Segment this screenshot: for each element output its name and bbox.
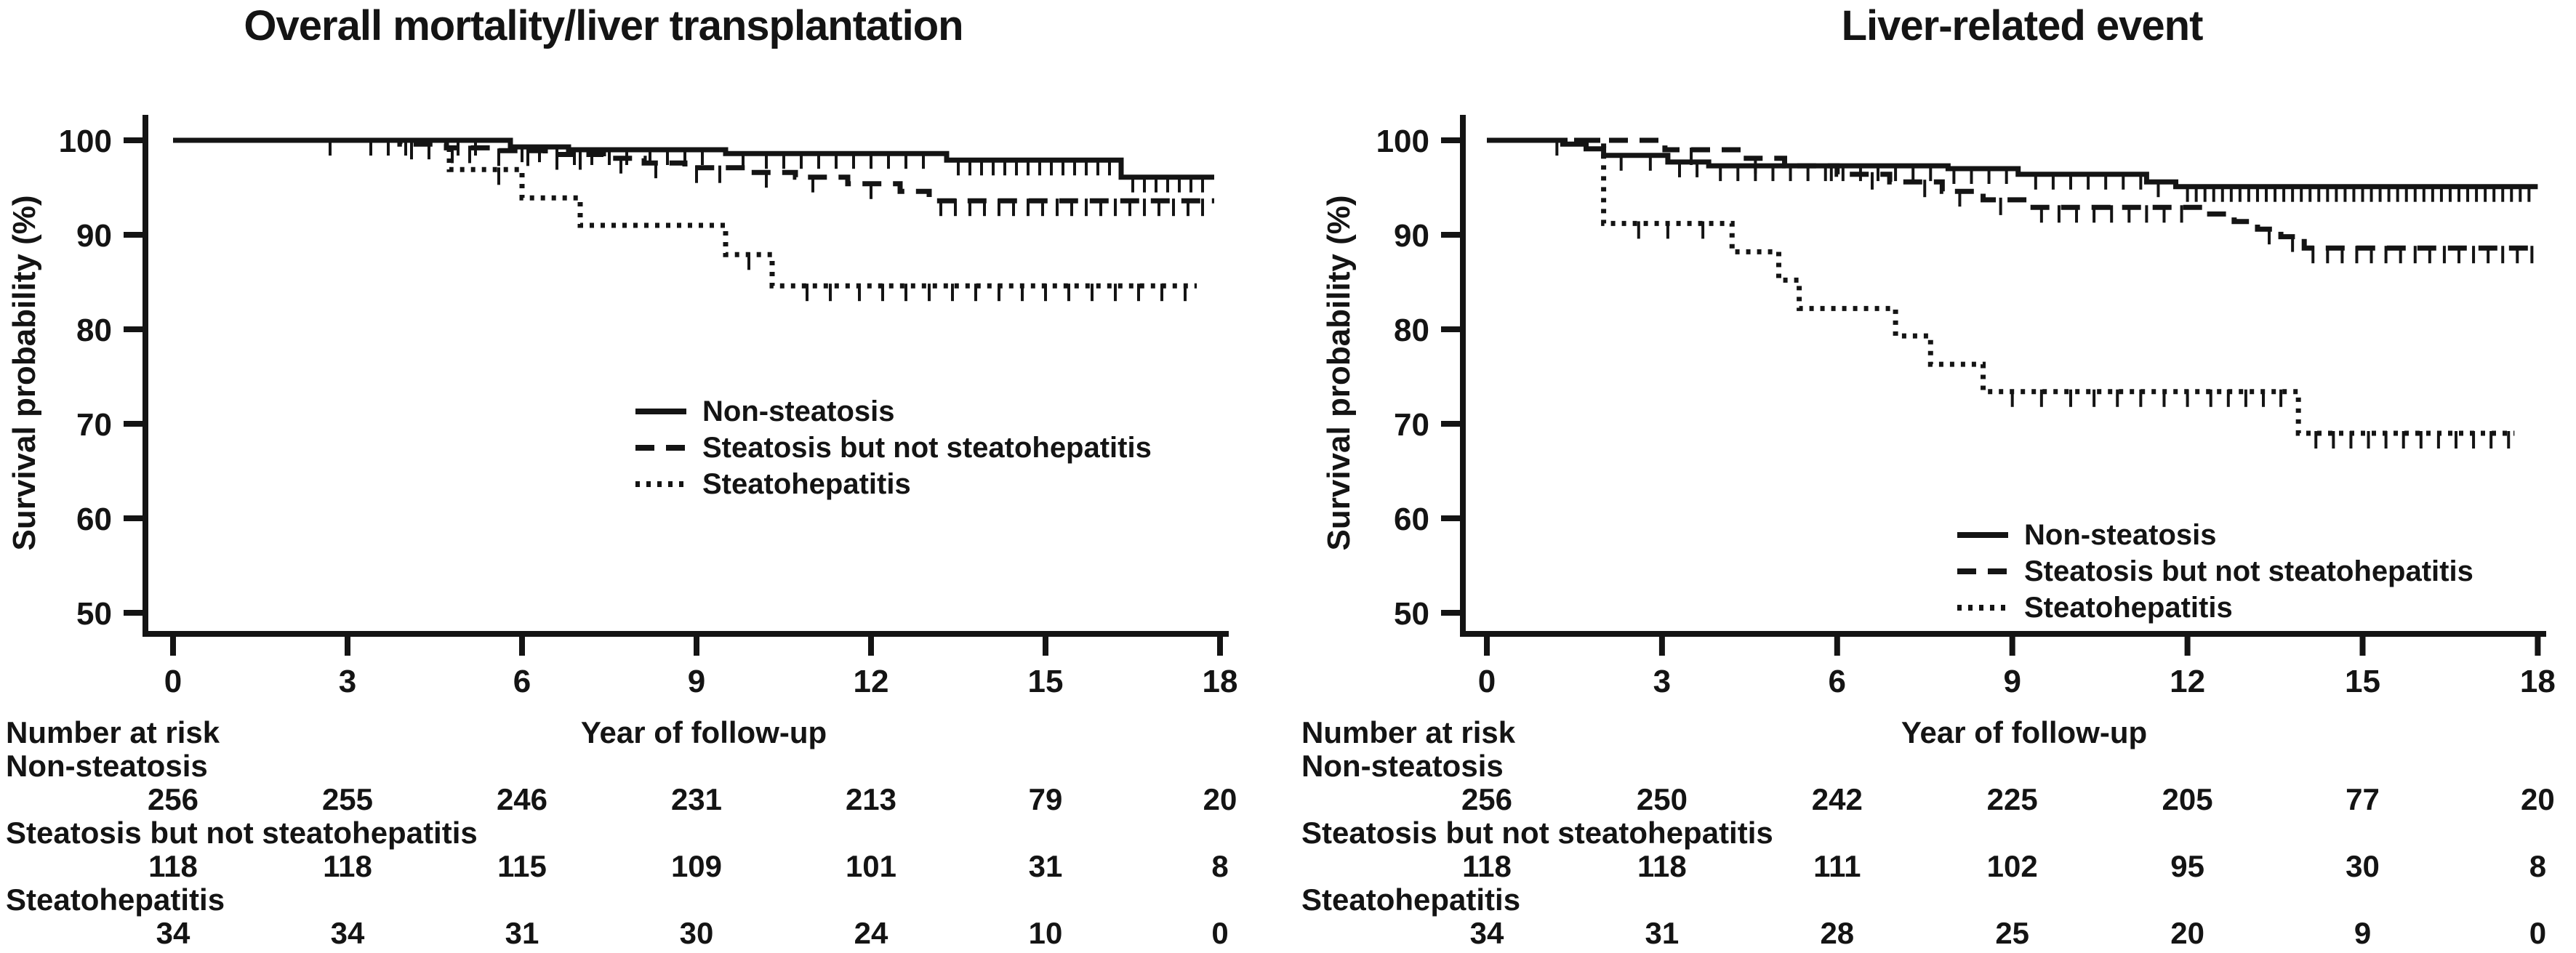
y-tick-label: 90 bbox=[76, 218, 112, 254]
legend-item bbox=[634, 433, 1152, 462]
series-solid-curve bbox=[1487, 140, 2537, 187]
legend-label: Steatohepatitis bbox=[2024, 591, 2233, 624]
axis-lines bbox=[145, 115, 1229, 634]
risk-count: 111 bbox=[1813, 849, 1861, 883]
legend bbox=[1956, 520, 2473, 622]
legend-label: Steatohepatitis bbox=[702, 467, 911, 500]
dashed-line-icon bbox=[634, 443, 688, 453]
y-tick-label: 100 bbox=[58, 124, 112, 159]
y-tick-label: 100 bbox=[1376, 124, 1429, 159]
risk-count: 31 bbox=[1028, 849, 1063, 883]
risk-count: 0 bbox=[1211, 916, 1229, 950]
risk-row-label: Non-steatosis bbox=[1301, 749, 1504, 783]
legend-label: Non-steatosis bbox=[702, 395, 895, 427]
risk-count: 28 bbox=[1820, 916, 1855, 950]
panel-title: Overall mortality/liver transplantation bbox=[244, 2, 963, 49]
risk-count: 8 bbox=[1211, 849, 1229, 883]
risk-count: 31 bbox=[1645, 916, 1680, 950]
risk-count: 213 bbox=[845, 782, 897, 816]
x-tick-label: 18 bbox=[1202, 664, 1238, 699]
risk-table-header: Number at risk bbox=[1301, 715, 1516, 749]
risk-count: 101 bbox=[845, 849, 897, 883]
x-tick-label: 15 bbox=[2345, 664, 2380, 699]
risk-count: 24 bbox=[854, 916, 888, 950]
x-tick-label: 6 bbox=[513, 664, 531, 699]
risk-count: 118 bbox=[148, 849, 198, 883]
dotted-line-icon bbox=[634, 479, 688, 489]
risk-count: 10 bbox=[1028, 916, 1063, 950]
risk-row-label: Steatohepatitis bbox=[1301, 882, 1521, 917]
risk-count: 8 bbox=[2529, 849, 2547, 883]
legend-label: Non-steatosis bbox=[2024, 518, 2217, 551]
y-tick-label: 90 bbox=[1394, 218, 1429, 254]
risk-count: 34 bbox=[1469, 916, 1504, 950]
solid-line-icon bbox=[634, 406, 688, 417]
x-tick-label: 3 bbox=[1653, 664, 1672, 699]
risk-count: 25 bbox=[1995, 916, 2030, 950]
x-tick-label: 9 bbox=[2003, 664, 2021, 699]
risk-count: 109 bbox=[670, 849, 723, 883]
x-tick-label: 18 bbox=[2519, 664, 2556, 699]
dotted-line-icon bbox=[1956, 603, 2010, 613]
y-axis-title: Survival probability (%) bbox=[1321, 195, 1357, 551]
y-tick-label: 70 bbox=[76, 407, 112, 443]
legend-item bbox=[1956, 520, 2473, 550]
risk-count: 77 bbox=[2346, 782, 2380, 816]
risk-count: 115 bbox=[497, 849, 547, 883]
risk-count: 30 bbox=[679, 916, 714, 950]
y-tick-label: 50 bbox=[76, 596, 112, 632]
risk-count: 256 bbox=[147, 782, 199, 816]
risk-count: 0 bbox=[2529, 916, 2547, 950]
legend bbox=[634, 397, 1152, 499]
risk-count: 205 bbox=[2162, 782, 2213, 816]
panel-liver-related-event bbox=[1288, 0, 2576, 953]
risk-row-label: Steatosis but not steatohepatitis bbox=[6, 816, 478, 850]
x-tick-label: 3 bbox=[338, 664, 357, 699]
risk-count: 118 bbox=[323, 849, 372, 883]
risk-count: 20 bbox=[2170, 916, 2204, 950]
y-axis-title: Survival probability (%) bbox=[7, 195, 42, 551]
risk-count: 118 bbox=[1462, 849, 1512, 883]
risk-count: 102 bbox=[1986, 849, 2038, 883]
legend-item bbox=[1956, 557, 2473, 586]
y-tick-label: 80 bbox=[1394, 313, 1429, 348]
x-axis-title: Year of follow-up bbox=[580, 715, 827, 749]
x-tick-label: 9 bbox=[687, 664, 706, 699]
x-tick-label: 12 bbox=[853, 664, 889, 699]
risk-count: 250 bbox=[1636, 782, 1688, 816]
x-tick-label: 0 bbox=[1477, 664, 1496, 699]
legend-item bbox=[634, 467, 1152, 500]
risk-count: 34 bbox=[330, 916, 365, 950]
risk-count: 242 bbox=[1811, 782, 1863, 816]
legend-label: Steatosis but not steatohepatitis bbox=[702, 431, 1152, 464]
legend-label: Steatosis but not steatohepatitis bbox=[2024, 555, 2473, 587]
y-tick-label: 70 bbox=[1394, 407, 1429, 443]
risk-count: 118 bbox=[1637, 849, 1687, 883]
km-plot-liver-related-event bbox=[1288, 0, 2576, 953]
risk-count: 20 bbox=[2521, 782, 2555, 816]
risk-count: 95 bbox=[2170, 849, 2204, 883]
risk-row-label: Non-steatosis bbox=[6, 749, 208, 783]
risk-table-header: Number at risk bbox=[6, 715, 220, 749]
x-tick-label: 15 bbox=[1027, 664, 1064, 699]
x-axis-title: Year of follow-up bbox=[1901, 715, 2148, 749]
legend-item bbox=[634, 397, 1152, 426]
risk-count: 231 bbox=[670, 782, 723, 816]
x-tick-label: 12 bbox=[2170, 664, 2206, 699]
solid-line-icon bbox=[1956, 530, 2010, 540]
x-tick-label: 6 bbox=[1828, 664, 1847, 699]
risk-count: 30 bbox=[2346, 849, 2380, 883]
risk-count: 79 bbox=[1028, 782, 1063, 816]
risk-row-label: Steatosis but not steatohepatitis bbox=[1301, 816, 1773, 850]
risk-count: 255 bbox=[321, 782, 374, 816]
risk-count: 34 bbox=[156, 916, 190, 950]
risk-count: 256 bbox=[1461, 782, 1513, 816]
y-tick-label: 80 bbox=[76, 313, 112, 348]
risk-count: 225 bbox=[1986, 782, 2038, 816]
dashed-line-icon bbox=[1956, 566, 2010, 576]
risk-count: 9 bbox=[2354, 916, 2372, 950]
y-tick-label: 50 bbox=[1394, 596, 1429, 632]
panel-title: Liver-related event bbox=[1841, 2, 2203, 49]
y-tick-label: 60 bbox=[1394, 502, 1429, 537]
risk-count: 31 bbox=[505, 916, 539, 950]
risk-count: 20 bbox=[1203, 782, 1237, 816]
y-tick-label: 60 bbox=[76, 502, 112, 537]
legend-item bbox=[1956, 593, 2473, 622]
risk-row-label: Steatohepatitis bbox=[6, 882, 225, 917]
x-tick-label: 0 bbox=[164, 664, 182, 699]
risk-count: 246 bbox=[496, 782, 548, 816]
